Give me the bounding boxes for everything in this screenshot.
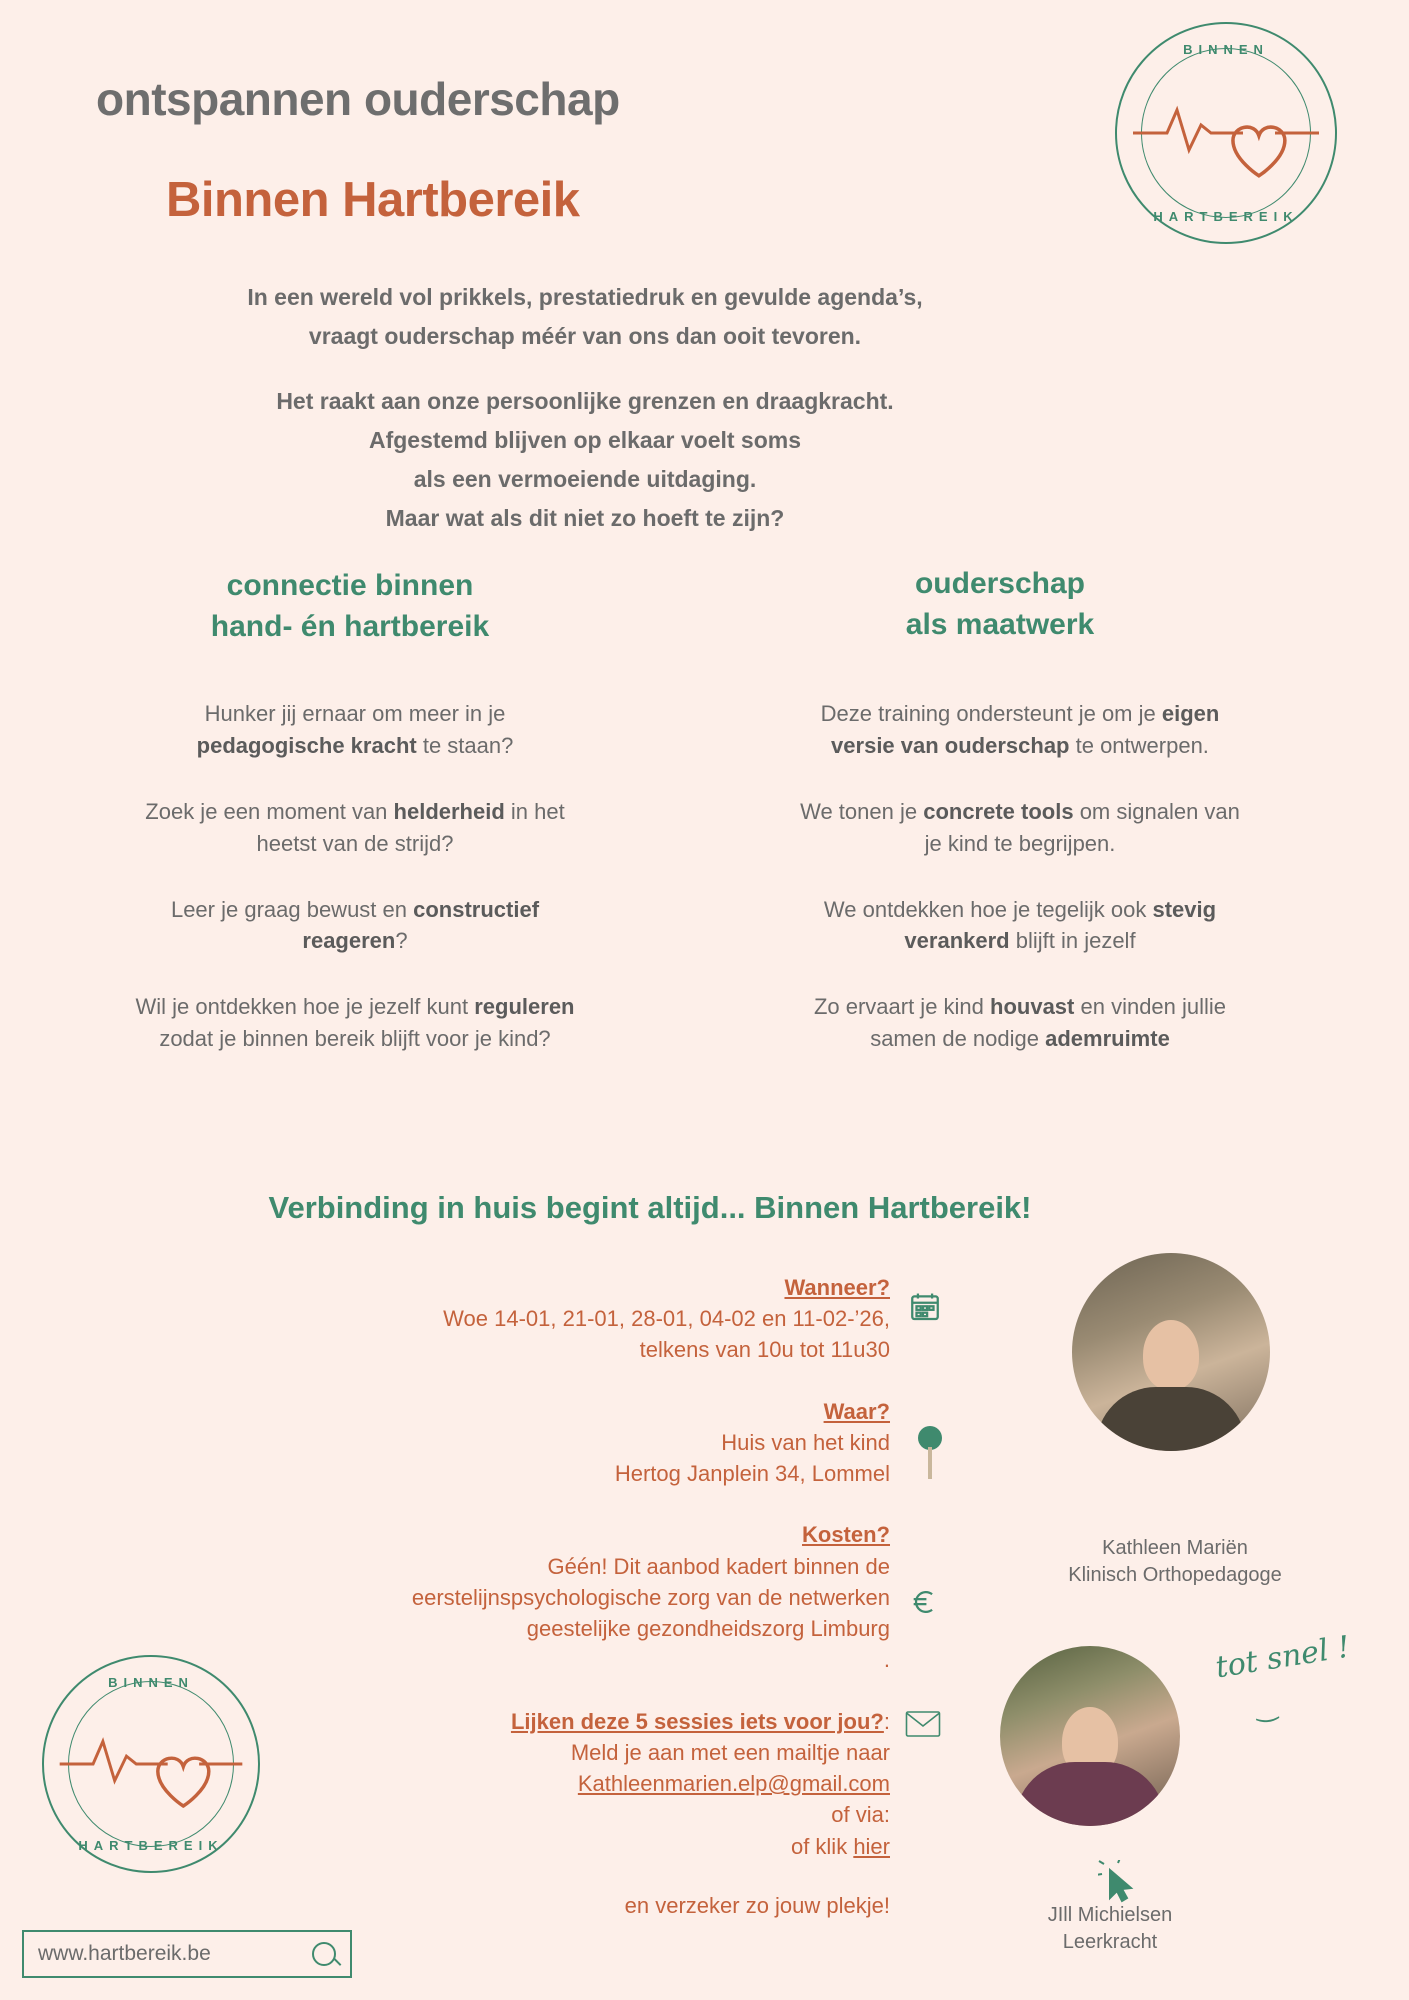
logo-word-bottom: HARTBEREIK bbox=[78, 1838, 224, 1853]
intro-line-3: Het raakt aan onze persoonlijke grenzen en draagkracht. bbox=[276, 388, 894, 415]
right-item-4: Zo ervaart je kind houvast en vinden jullie samen de nodige ademruimte bbox=[813, 994, 1227, 1052]
detail-where-label: Waar? bbox=[823, 1398, 890, 1424]
intro-line-4: Afgestemd blijven op elkaar voelt soms bbox=[368, 427, 802, 454]
detail-when bbox=[210, 1272, 890, 1366]
left-item-4: Wil je ontdekken hoe je jezelf kunt reguleren zodat je binnen bereik blijft voor je kind? bbox=[135, 994, 575, 1052]
left-item-1: Hunker jij ernaar om meer in je pedagogische kracht te staan? bbox=[196, 701, 514, 758]
details-block bbox=[210, 1272, 890, 1951]
avatar-body bbox=[1015, 1762, 1165, 1826]
right-item-3: We ontdekken hoe je tegelijk ook stevig verankerd blijft in jezelf bbox=[823, 896, 1217, 954]
envelope-icon bbox=[905, 1710, 941, 1746]
calendar-icon bbox=[908, 1290, 942, 1332]
logo-word-bottom: HARTBEREIK bbox=[1153, 209, 1299, 224]
detail-cost-line-3: geestelijke gezondheidszorg Limburg bbox=[526, 1616, 890, 1642]
left-column-heading bbox=[140, 565, 560, 648]
website-search-bar[interactable] bbox=[22, 1930, 352, 1978]
detail-where-line-2: Hertog Janplein 34, Lommel bbox=[614, 1461, 890, 1487]
detail-where bbox=[210, 1396, 890, 1490]
detail-cost-line-1: Géén! Dit aanbod kadert binnen de bbox=[547, 1553, 890, 1579]
avatar-kathleen bbox=[1072, 1253, 1270, 1451]
intro-line-2: vraagt ouderschap méér van ons dan ooit tevoren. bbox=[308, 323, 862, 350]
left-column-body bbox=[130, 698, 580, 1089]
detail-signup-line-4: en verzeker zo jouw plekje! bbox=[624, 1892, 890, 1918]
person-name-2: JIll Michielsen bbox=[1047, 1904, 1173, 1926]
left-item-3: Leer je graag bewust en constructief reageren? bbox=[170, 896, 540, 954]
avatar-jill bbox=[1000, 1646, 1180, 1826]
person-role-2: Leerkracht bbox=[1062, 1931, 1158, 1953]
intro-line-6: Maar wat als dit niet zo hoeft te zijn? bbox=[385, 505, 785, 532]
website-url: www.hartbereik.be bbox=[38, 1942, 211, 1965]
detail-cost bbox=[210, 1519, 890, 1675]
detail-signup-line-1: Meld je aan met een mailtje naar bbox=[570, 1739, 890, 1765]
left-heading-line-1: connectie binnen bbox=[226, 569, 474, 602]
logo-word-top: BINNEN bbox=[1183, 42, 1269, 57]
avatar-face bbox=[1143, 1320, 1199, 1390]
map-pin-icon bbox=[915, 1425, 945, 1489]
heartbeat-heart-icon bbox=[1115, 22, 1337, 244]
detail-cost-line-4: . bbox=[883, 1647, 890, 1673]
page-subtitle: Binnen Hartbereik bbox=[166, 173, 580, 227]
detail-signup-label: Lijken deze 5 sessies iets voor jou? bbox=[510, 1708, 884, 1734]
euro-icon bbox=[908, 1585, 942, 1627]
intro-line-1: In een wereld vol prikkels, prestatiedruk en gevulde agenda’s, bbox=[247, 284, 923, 310]
right-heading-line-1: ouderschap bbox=[914, 567, 1086, 600]
left-heading-line-2: hand- én hartbereik bbox=[210, 610, 490, 644]
tot-snel-note: tot snel ! bbox=[1213, 1629, 1353, 1686]
caption-kathleen bbox=[1040, 1535, 1310, 1589]
detail-signup-line-3-pre: of klik bbox=[790, 1833, 854, 1859]
brand-logo-bottom bbox=[42, 1655, 260, 1873]
detail-signup-colon: : bbox=[883, 1708, 890, 1734]
brand-logo-top bbox=[1115, 22, 1337, 244]
detail-cost-line-2: eerstelijnspsychologische zorg van de netwerken bbox=[411, 1584, 890, 1610]
page-title: ontspannen ouderschap bbox=[96, 73, 620, 125]
avatar-body bbox=[1096, 1387, 1246, 1451]
smiley-icon: ‿ bbox=[1254, 1690, 1279, 1724]
caption-jill bbox=[985, 1902, 1235, 1956]
logo-word-top: BINNEN bbox=[108, 1675, 194, 1690]
detail-signup-link[interactable]: hier bbox=[853, 1833, 890, 1859]
heartbeat-heart-icon bbox=[42, 1655, 260, 1873]
person-name-1: Kathleen Mariën bbox=[1102, 1537, 1248, 1559]
intro-text bbox=[120, 282, 1050, 542]
detail-signup bbox=[210, 1706, 890, 1921]
right-column-body bbox=[790, 698, 1250, 1089]
right-column-heading bbox=[790, 563, 1210, 646]
detail-when-line-1: Woe 14-01, 21-01, 28-01, 04-02 en 11-02-’26, bbox=[443, 1306, 890, 1332]
right-item-1: Deze training ondersteunt je om je eigen versie van ouderschap te ontwerpen. bbox=[820, 701, 1220, 758]
right-heading-line-2: als maatwerk bbox=[905, 608, 1095, 642]
detail-signup-email[interactable]: Kathleenmarien.elp@gmail.com bbox=[577, 1771, 890, 1797]
left-item-2: Zoek je een moment van helderheid in het heetst van de strijd? bbox=[145, 798, 565, 856]
tagline: Verbinding in huis begint altijd... Binnen Hartbereik! bbox=[268, 1190, 1032, 1225]
detail-signup-line-2: of via: bbox=[831, 1802, 890, 1828]
detail-cost-label: Kosten? bbox=[802, 1522, 890, 1548]
detail-where-line-1: Huis van het kind bbox=[721, 1429, 890, 1455]
right-item-2: We tonen je concrete tools om signalen van je kind te begrijpen. bbox=[800, 798, 1240, 856]
search-icon[interactable] bbox=[312, 1942, 336, 1966]
person-role-1: Klinisch Orthopedagoge bbox=[1068, 1564, 1282, 1586]
detail-signup-line-3 bbox=[210, 1831, 890, 1862]
detail-when-line-2: telkens van 10u tot 11u30 bbox=[639, 1337, 890, 1363]
intro-line-5: als een vermoeiende uitdaging. bbox=[413, 466, 757, 493]
detail-signup-label-row bbox=[210, 1706, 890, 1737]
detail-when-label: Wanneer? bbox=[784, 1275, 890, 1300]
